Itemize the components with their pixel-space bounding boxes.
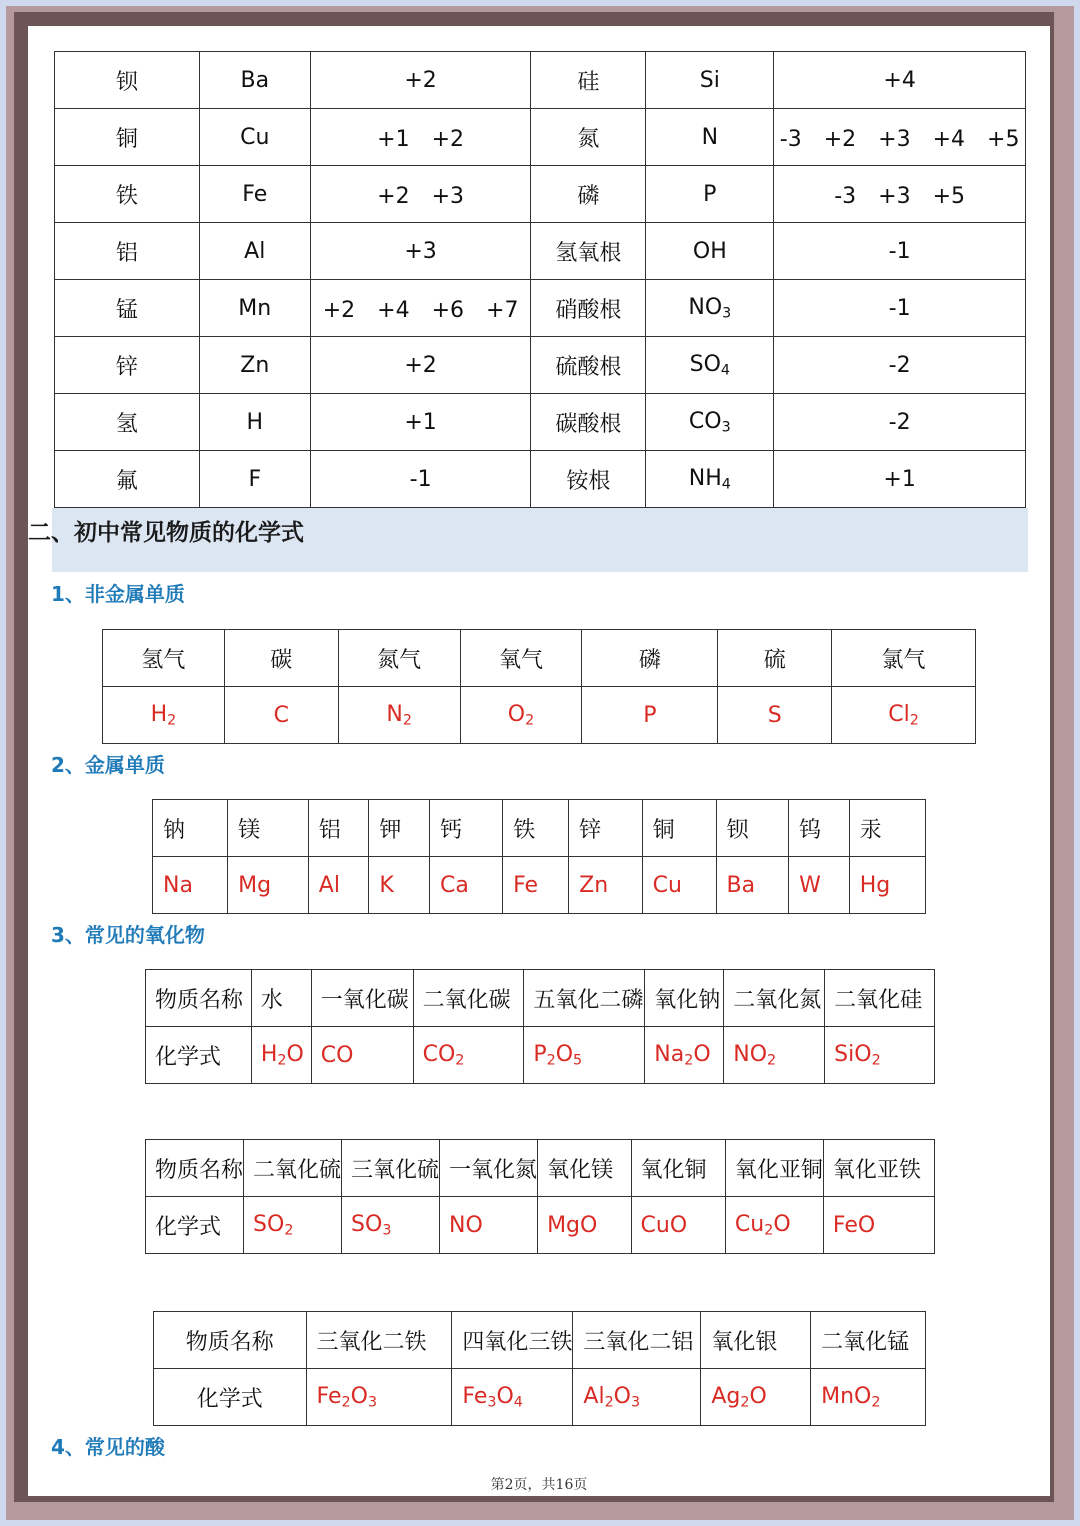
element-symbol: Cu: [199, 109, 310, 166]
element-symbol: Al: [199, 223, 310, 280]
element-valence: +2: [310, 52, 531, 109]
chemical-formula: $H_2$: [103, 687, 225, 744]
element-symbol: OH: [646, 223, 774, 280]
substance-name: 钨: [789, 800, 850, 857]
element-valence: -1: [310, 451, 531, 508]
chemical-formula: $Na_2O$: [645, 1027, 724, 1084]
chemical-formula: FeO: [823, 1197, 934, 1254]
substance-name: 氧化铜: [631, 1140, 725, 1197]
chemical-formula: W: [789, 857, 850, 914]
substance-name: 五氧化二磷: [524, 970, 645, 1027]
chemical-formula: $NO_2$: [724, 1027, 825, 1084]
substance-name: 氮气: [338, 630, 460, 687]
document-page: [28, 26, 1050, 1496]
element-symbol: Si: [646, 52, 774, 109]
formula-row: [146, 1197, 935, 1254]
substance-name: 镁: [228, 800, 309, 857]
chemical-formula: Ca: [429, 857, 502, 914]
row-header-name: 物质名称: [146, 970, 252, 1027]
element-symbol: H: [199, 394, 310, 451]
element-symbol: $SO_4$: [646, 337, 774, 394]
element-valence: -3 +2 +3 +4 +5: [774, 109, 1026, 166]
element-valence: +1: [310, 394, 531, 451]
substance-name: 氯气: [832, 630, 976, 687]
subsection-acid-title: 4、常见的酸: [51, 1435, 165, 1459]
chemical-formula: $N_2$: [338, 687, 460, 744]
element-symbol: $NO_3$: [646, 280, 774, 337]
element-symbol: Mn: [199, 280, 310, 337]
chemical-formula: K: [369, 857, 430, 914]
substance-name: 磷: [582, 630, 718, 687]
element-name: 硅: [531, 52, 646, 109]
chemical-formula: $O_2$: [460, 687, 582, 744]
substance-name: 三氧化二铁: [306, 1312, 452, 1369]
substance-name: 氧气: [460, 630, 582, 687]
substance-name: 氧化银: [701, 1312, 811, 1369]
substance-name: 水: [251, 970, 311, 1027]
row-header-formula: 化学式: [146, 1027, 252, 1084]
element-valence: +2: [310, 337, 531, 394]
element-name: 铝: [55, 223, 200, 280]
chemical-formula: $Fe_2O_3$: [306, 1369, 452, 1426]
formula-row: [153, 857, 926, 914]
element-symbol: F: [199, 451, 310, 508]
element-name: 碳酸根: [531, 394, 646, 451]
chemical-formula: NO: [440, 1197, 538, 1254]
table-row: [55, 166, 1026, 223]
substance-name: 铁: [503, 800, 569, 857]
substance-name: 二氧化锰: [811, 1312, 926, 1369]
element-name: 铁: [55, 166, 200, 223]
substance-name: 二氧化碳: [413, 970, 524, 1027]
name-row: [153, 800, 926, 857]
substance-name: 铜: [642, 800, 716, 857]
element-symbol: $CO_3$: [646, 394, 774, 451]
element-name: 氢: [55, 394, 200, 451]
table-row: [55, 223, 1026, 280]
substance-name: 锌: [569, 800, 642, 857]
substance-name: 汞: [849, 800, 925, 857]
section-title: 二、初中常见物质的化学式: [28, 520, 304, 546]
element-name: 氢氧根: [531, 223, 646, 280]
element-valence: +1: [774, 451, 1026, 508]
substance-name: 二氧化硫: [244, 1140, 342, 1197]
chemical-formula: Ba: [716, 857, 789, 914]
substance-name: 钡: [716, 800, 789, 857]
element-name: 氮: [531, 109, 646, 166]
element-valence: -3 +3 +5: [774, 166, 1026, 223]
substance-name: 一氧化碳: [311, 970, 413, 1027]
table-row: [55, 337, 1026, 394]
chemical-formula: $Al_2O_3$: [573, 1369, 701, 1426]
element-name: 铵根: [531, 451, 646, 508]
oxide-table-1: [145, 969, 935, 1084]
substance-name: 硫: [718, 630, 832, 687]
table-row: [55, 109, 1026, 166]
chemical-formula: $SO_3$: [342, 1197, 440, 1254]
substance-name: 四氧化三铁: [452, 1312, 573, 1369]
substance-name: 氧化亚铁: [823, 1140, 934, 1197]
chemical-formula: SiO$_2$: [825, 1027, 935, 1084]
row-header-name: 物质名称: [146, 1140, 244, 1197]
chemical-formula: Na: [153, 857, 228, 914]
element-name: 锌: [55, 337, 200, 394]
chemical-formula: Cu: [642, 857, 716, 914]
substance-name: 氧化钠: [645, 970, 724, 1027]
metal-table: [152, 799, 926, 914]
element-name: 钡: [55, 52, 200, 109]
element-symbol: Zn: [199, 337, 310, 394]
chemical-formula: $Fe_3O_4$: [452, 1369, 573, 1426]
substance-name: 钙: [429, 800, 502, 857]
chemical-formula: Hg: [849, 857, 925, 914]
formula-row: [154, 1369, 926, 1426]
valence-table: [54, 51, 1026, 508]
table-row: [55, 52, 1026, 109]
chemical-formula: C: [224, 687, 338, 744]
substance-name: 碳: [224, 630, 338, 687]
formula-row: [146, 1027, 935, 1084]
element-valence: -1: [774, 223, 1026, 280]
chemical-formula: Al: [308, 857, 369, 914]
chemical-formula: $Cu_2O$: [725, 1197, 823, 1254]
substance-name: 一氧化氮: [440, 1140, 538, 1197]
chemical-formula: Zn: [569, 857, 642, 914]
chemical-formula: $Ag_2O$: [701, 1369, 811, 1426]
name-row: [146, 1140, 935, 1197]
substance-name: 钾: [369, 800, 430, 857]
row-header-name: 物质名称: [154, 1312, 307, 1369]
substance-name: 二氧化硅: [825, 970, 935, 1027]
chemical-formula: $H_2O$: [251, 1027, 311, 1084]
chemical-formula: $CO_2$: [413, 1027, 524, 1084]
substance-name: 氧化亚铜: [725, 1140, 823, 1197]
oxide-table-2: [145, 1139, 935, 1254]
substance-name: 钠: [153, 800, 228, 857]
substance-name: 三氧化硫: [342, 1140, 440, 1197]
name-row: [154, 1312, 926, 1369]
substance-name: 氢气: [103, 630, 225, 687]
element-valence: +4: [774, 52, 1026, 109]
page-number: 第2页，共16页: [490, 1477, 588, 1493]
chemical-formula: Mg: [228, 857, 309, 914]
element-name: 磷: [531, 166, 646, 223]
chemical-formula: MgO: [538, 1197, 631, 1254]
substance-name: 三氧化二铝: [573, 1312, 701, 1369]
table-row: [55, 280, 1026, 337]
element-valence: +1 +2: [310, 109, 531, 166]
row-header-formula: 化学式: [154, 1369, 307, 1426]
chemical-formula: $SO_2$: [244, 1197, 342, 1254]
chemical-formula: CO: [311, 1027, 413, 1084]
substance-name: 氧化镁: [538, 1140, 631, 1197]
element-name: 铜: [55, 109, 200, 166]
oxide-table-3: [153, 1311, 926, 1426]
element-name: 氟: [55, 451, 200, 508]
element-symbol: Fe: [199, 166, 310, 223]
element-valence: -2: [774, 394, 1026, 451]
row-header-formula: 化学式: [146, 1197, 244, 1254]
element-valence: -2: [774, 337, 1026, 394]
chemical-formula: $P_2O_5$: [524, 1027, 645, 1084]
nonmetal-table: [102, 629, 976, 744]
element-name: 硫酸根: [531, 337, 646, 394]
element-symbol: N: [646, 109, 774, 166]
chemical-formula: Fe: [503, 857, 569, 914]
element-valence: +2 +4 +6 +7: [310, 280, 531, 337]
element-valence: +3: [310, 223, 531, 280]
name-row: [146, 970, 935, 1027]
subsection-oxide-title: 3、常见的氧化物: [51, 923, 205, 947]
chemical-formula: CuO: [631, 1197, 725, 1254]
chemical-formula: $Cl_2$: [832, 687, 976, 744]
element-symbol: P: [646, 166, 774, 223]
element-name: 硝酸根: [531, 280, 646, 337]
chemical-formula: MnO$_2$: [811, 1369, 926, 1426]
element-valence: -1: [774, 280, 1026, 337]
table-row: [55, 394, 1026, 451]
formula-row: [103, 687, 976, 744]
table-row: [55, 451, 1026, 508]
subsection-metal-title: 2、金属单质: [51, 753, 165, 777]
substance-name: 二氧化氮: [724, 970, 825, 1027]
element-symbol: Ba: [199, 52, 310, 109]
element-symbol: $NH_4$: [646, 451, 774, 508]
subsection-nonmetal-title: 1、非金属单质: [51, 582, 185, 606]
element-name: 锰: [55, 280, 200, 337]
chemical-formula: S: [718, 687, 832, 744]
name-row: [103, 630, 976, 687]
element-valence: +2 +3: [310, 166, 531, 223]
substance-name: 铝: [308, 800, 369, 857]
chemical-formula: P: [582, 687, 718, 744]
